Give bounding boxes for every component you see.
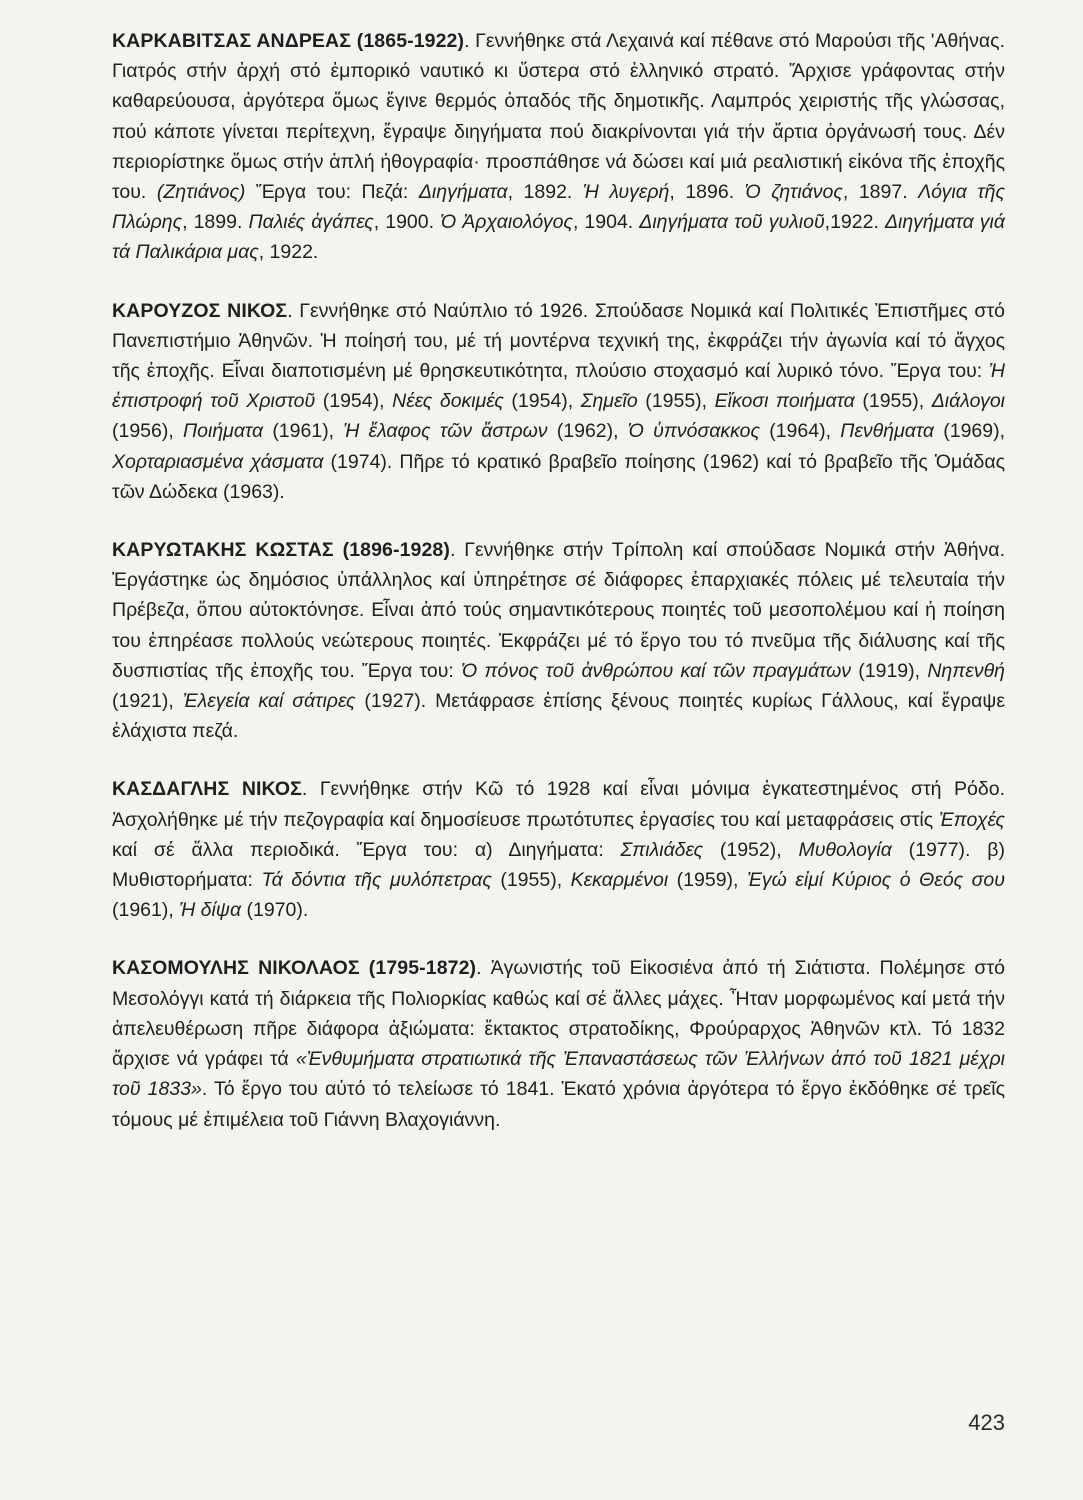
work-title: Ὁ Ἀρχαιολόγος (440, 211, 573, 234)
entry-name: ΚΑΣΔΑΓΛΗΣ ΝΙΚΟΣ (112, 778, 302, 801)
work-title: Σημεῖο (580, 390, 638, 413)
work-title: Ὁ ζητιάνος (744, 181, 843, 204)
work-title: Ἡ λυγερή (582, 181, 670, 204)
work-title: Ἡ δίψα (179, 899, 242, 922)
work-title: Ποιήματα (183, 420, 264, 443)
work-title: (Ζητιάνος) (156, 181, 246, 204)
work-title: Διηγήματα (418, 181, 508, 204)
entry-name: ΚΑΡΚΑΒΙΤΣΑΣ ΑΝΔΡΕΑΣ (1865-1922) (112, 30, 465, 52)
entry-text: (1955), (854, 390, 932, 413)
work-title: «Ἐνθυμήματα στρατιωτικά τῆς Ἐπαναστάσεως τῶν Ἑλλήνων ἀπό τοῦ 1821 μέχρι τοῦ 1833» (112, 1048, 1006, 1101)
entry-kasomoulis (112, 953, 1005, 1134)
work-title: Κεκαρμένοι (570, 869, 669, 892)
entry-text: (1959), (668, 869, 747, 892)
entry-text: Ἔργα του: Πεζά: (245, 181, 419, 204)
dictionary-page (112, 26, 1005, 1163)
entry-text: , 1904. (572, 211, 640, 234)
work-title: Ὁ πόνος τοῦ ἀνθρώπου καί τῶν πραγμάτων (461, 659, 852, 682)
entry-text: (1956), (112, 420, 184, 443)
work-title: Διάλογοι (931, 390, 1005, 413)
work-title: Ἐποχές (938, 808, 1005, 831)
entry-text: (1962), (547, 420, 628, 443)
work-title: Διηγήματα γιά τά Παλικάρια μας (112, 211, 1005, 264)
work-title: Ἡ ἔλαφος τῶν ἄστρων (343, 420, 548, 443)
entry-karyotakis (112, 535, 1005, 746)
entry-text: (1955), (637, 390, 715, 413)
work-title: Σπιλιάδες (620, 838, 704, 861)
work-title: Ἐγώ εἰμί Κύριος ὁ Θεός σου (746, 869, 1005, 892)
entry-text: (1961), (112, 899, 180, 922)
entry-karkavitsas (112, 26, 1005, 268)
entry-text: (1970). (241, 899, 309, 922)
entry-karouzos (112, 296, 1005, 507)
entry-text: (1921), (112, 690, 183, 713)
entry-text: καί σέ ἄλλα περιοδικά. Ἔργα του: α) Διηγήματα: (112, 838, 621, 861)
work-title: Διηγήματα τοῦ γυλιοῦ (639, 211, 825, 234)
work-title: Νέες δοκιμές (392, 390, 504, 413)
entry-kasdaglis (112, 774, 1005, 925)
work-title: Πενθήματα (840, 420, 935, 443)
entry-text: . Γεννήθηκε στά Λεχαινά καί πέθανε στό Μαρούσι τῆς 'Αθήνας. Γιατρός στήν ἀρχή στό ἐμπορικό ναυτικό κι ὕστερα στό ἑλληνικό στρατό. Ἄρχισε γράφοντας στήν καθαρεύουσα, ἀργότερα ὅμως ἔγινε θερμός ὀπαδός τῆς δημοτικῆς. Λαμπρός χειριστής τῆς γλώσσας, πού κάποτε γίνεται περίτεχνη, ἔγραψε διηγήματα πού διακρίνονται γιά τήν ἄρτια ὀργάνωσή τους. Δέν περιορίστηκε ὅμως στήν ἁπλή ἠθογραφία· προσπάθησε νά δώσει καί μιά ρεαλιστική εἰκόνα τῆς ἐποχῆς του. (112, 30, 1005, 204)
entry-text: (1919), (851, 659, 928, 682)
entry-text: (1927). Μετάφρασε ἐπίσης ξένους ποιητές κυρίως Γάλλους, καί ἔγραψε ἐλάχιστα πεζά. (112, 690, 1006, 743)
entry-text: , 1892. (507, 181, 583, 204)
entry-text: , 1899. (182, 211, 249, 234)
work-title: Τά δόντια τῆς μυλόπετρας (261, 869, 492, 892)
entry-name: ΚΑΣΟΜΟΥΛΗΣ ΝΙΚΟΛΑΟΣ (1795-1872) (112, 957, 477, 980)
entry-name: ΚΑΡΥΩΤΑΚΗΣ ΚΩΣΤΑΣ (1896-1928) (112, 539, 450, 562)
work-title: Ἡ ἐπιστροφή τοῦ Χριστοῦ (112, 360, 1005, 413)
entry-text: , 1896. (669, 181, 745, 204)
entry-text: . Ἀγωνιστής τοῦ Εἰκοσιένα ἀπό τή Σιάτιστα. Πολέμησε στό Μεσολόγγι κατά τή διάρκεια τῆς Πολιορκίας καθώς καί σέ ἄλλες μάχες. Ἦταν μορφωμένος καί μετά τήν ἀπελευθέρωση πῆρε διάφορα ἀξιώματα: ἔκτακτος στρατοδίκης, Φρούραρχος Ἀθηνῶν κτλ. Τό 1832 ἄρχισε νά γράφει τά (112, 957, 1005, 1071)
entry-text: , 1897. (842, 181, 919, 204)
entry-text: . Γεννήθηκε στήν Κῶ τό 1928 καί εἶναι μόνιμα ἐγκατεστημένος στή Ρόδο. Ἀσχολήθηκε μέ τήν πεζογραφία καί δημοσίευσε πρωτότυπες ἐργασίες του καί μεταφράσεις στίς (112, 778, 1005, 831)
entry-text: . Γεννήθηκε στό Ναύπλιο τό 1926. Σπούδασε Νομικά καί Πολιτικές Ἐπιστῆμες στό Πανεπιστήμιο Ἀθηνῶν. Ἡ ποίησή του, μέ τή μοντέρνα τεχνική της, ἐκφράζει τήν ἀγωνία καί τό ἄγχος τῆς ἐποχῆς. Εἶναι διαποτισμένη μέ θρησκευτικότητα, πλούσιο στοχασμό καί λυρικό τόνο. Ἔργα του: (112, 299, 1005, 383)
entry-text: (1954), (315, 390, 393, 413)
entry-text: (1969), (934, 420, 1006, 443)
page-number: 423 (968, 1410, 1005, 1435)
work-title: Χορταριασμένα χάσματα (112, 450, 324, 473)
entry-text: , 1922. (258, 241, 319, 264)
entry-text: . Γεννήθηκε στήν Τρίπολη καί σπούδασε Νομικά στήν Ἀθήνα. Ἐργάστηκε ὡς δημόσιος ὑπάλληλος καί ὑπηρέτησε σέ διάφορες ἐπαρχιακές πόλεις μέ τελευταία τήν Πρέβεζα, ὅπου αὐτοκτόνησε. Εἶναι ἀπό τούς σημαντικότερους ποιητές τοῦ μεσοπολέμου καί ἡ ποίηση του ἐπηρέασε πολλούς νεώτερους ποιητές. Ἐκφράζει μέ τό ἔργο του τό πνεῦμα τῆς διάλυσης καί τῆς δυσπιστίας τῆς ἐποχῆς του. Ἔργα του: (112, 539, 1005, 682)
work-title: Εἴκοσι ποιήματα (714, 390, 855, 413)
entry-text: . Τό ἔργο του αὐτό τό τελείωσε τό 1841. Ἑκατό χρόνια ἀργότερα τό ἔργο ἐκδόθηκε σέ τρεῖς τόμους μέ ἐπιμέλεια τοῦ Γιάννη Βλαχογιάννη. (112, 1078, 1005, 1131)
entry-text: ,1922. (824, 211, 885, 234)
entry-text: (1964), (760, 420, 841, 443)
entry-text: , 1900. (373, 211, 441, 234)
entry-text: (1977). β) Μυθιστορήματα: (112, 838, 1005, 892)
work-title: Λόγια τῆς Πλώρης (112, 181, 1005, 234)
work-title: Ἐλεγεία καί σάτιρες (182, 690, 356, 713)
entry-text: (1961), (263, 420, 344, 443)
work-title: Παλιές ἀγάπες (248, 211, 374, 234)
entry-text: (1974). Πῆρε τό κρατικό βραβεῖο ποίησης (1962) καί τό βραβεῖο τῆς Ὁμάδας τῶν Δώδεκα (1963). (112, 450, 1006, 503)
work-title: Νηπενθή (927, 659, 1006, 682)
entry-name: ΚΑΡΟΥΖΟΣ ΝΙΚΟΣ (112, 299, 288, 322)
work-title: Μυθολογία (798, 838, 892, 861)
entry-text: (1954), (503, 390, 581, 413)
entry-text: (1952), (703, 838, 799, 861)
work-title: Ὁ ὑπνόσακκος (627, 420, 760, 443)
entry-text: (1955), (491, 869, 571, 892)
